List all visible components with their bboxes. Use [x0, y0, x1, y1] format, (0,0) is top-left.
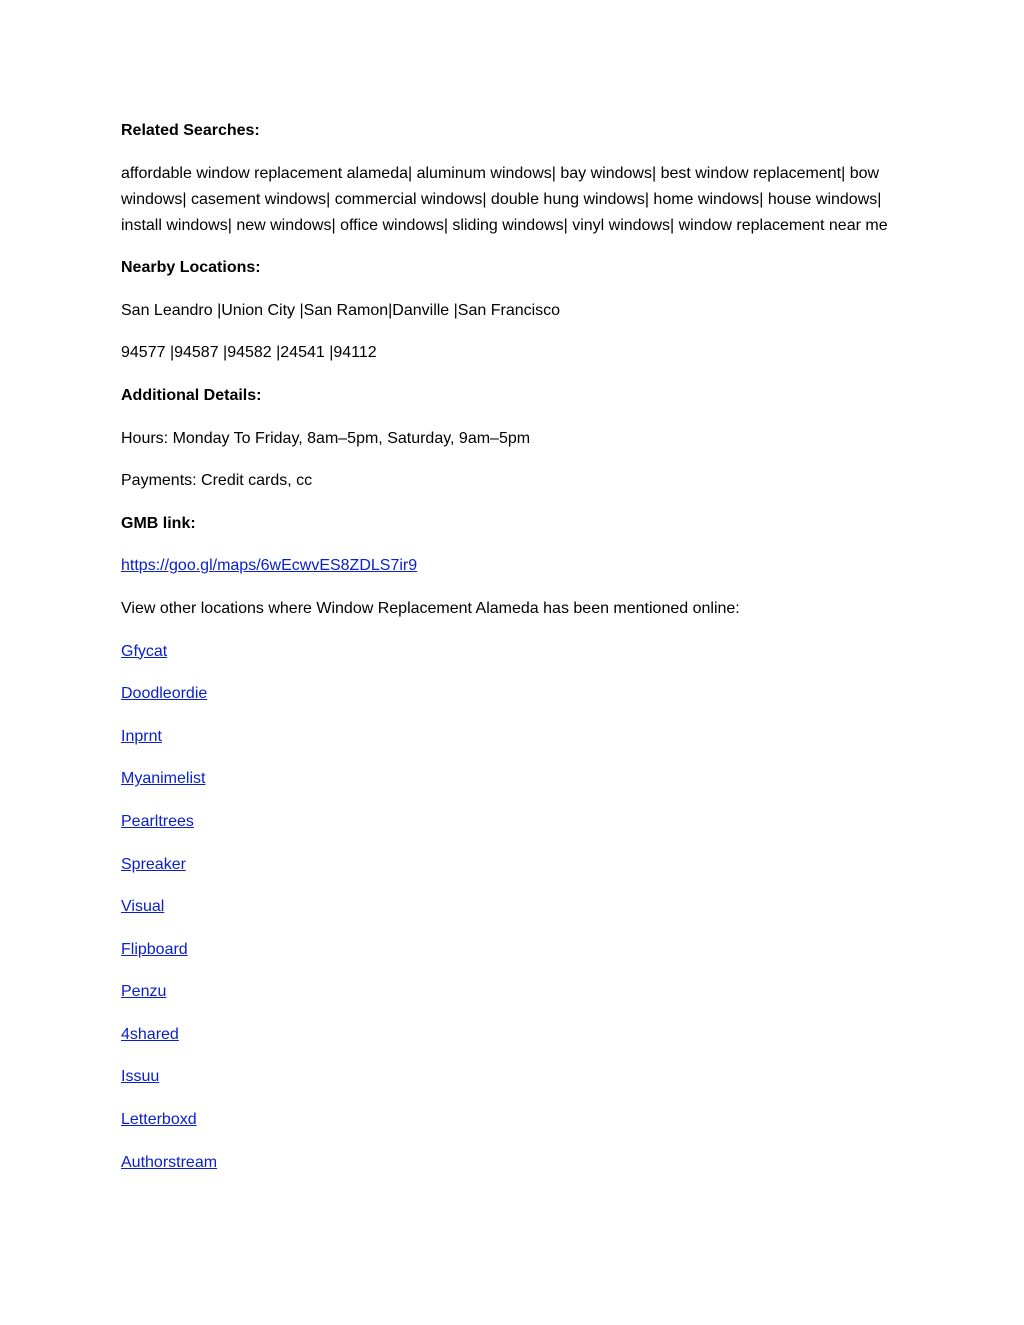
link-gfycat[interactable]: Gfycat	[121, 642, 168, 660]
link-doodleordie[interactable]: Doodleordie	[121, 685, 208, 703]
link-letterboxd[interactable]: Letterboxd	[121, 1111, 197, 1129]
list-item	[121, 766, 911, 792]
other-locations-list	[121, 639, 911, 1176]
related-searches-heading: Related Searches:	[121, 122, 260, 139]
link-inprnt[interactable]: Inprnt	[121, 727, 162, 745]
list-item	[121, 894, 911, 920]
related-searches-text: affordable window replacement alameda| aluminum windows| bay windows| best window replacement| bow windows| casement windows| commercial windows| double hung windows| home windows| house windows| install windows| new windows| office windows| sliding windows| vinyl windows| window replacement near me	[121, 164, 888, 234]
link-myanimelist[interactable]: Myanimelist	[121, 770, 206, 788]
hours-text: Hours: Monday To Friday, 8am–5pm, Saturday, 9am–5pm	[121, 429, 531, 447]
nearby-locations-heading: Nearby Locations:	[121, 259, 261, 277]
list-item	[121, 1022, 911, 1048]
other-locations-intro: View other locations where Window Replacement Alameda has been mentioned online:	[121, 599, 740, 617]
list-item	[121, 1064, 911, 1090]
list-item	[121, 681, 911, 707]
list-item	[121, 809, 911, 835]
link-penzu[interactable]: Penzu	[121, 983, 167, 1001]
link-issuu[interactable]: Issuu	[121, 1068, 160, 1086]
list-item	[121, 639, 911, 665]
link-flipboard[interactable]: Flipboard	[121, 940, 188, 958]
list-item	[121, 937, 911, 963]
document-page	[121, 118, 911, 1192]
gmb-heading: GMB link:	[121, 514, 196, 532]
gmb-link-row	[121, 553, 911, 579]
list-item	[121, 852, 911, 878]
link-4shared[interactable]: 4shared	[121, 1025, 179, 1043]
list-item	[121, 1150, 911, 1176]
list-item	[121, 979, 911, 1005]
nearby-zips: 94577 |94587 |94582 |24541 |94112	[121, 344, 377, 362]
link-visual[interactable]: Visual	[121, 898, 165, 916]
link-pearltrees[interactable]: Pearltrees	[121, 812, 194, 830]
list-item	[121, 724, 911, 750]
additional-details-heading: Additional Details:	[121, 386, 262, 404]
payments-text: Payments: Credit cards, cc	[121, 472, 313, 490]
gmb-link[interactable]: https://goo.gl/maps/6wEcwvES8ZDLS7ir9	[121, 557, 418, 575]
nearby-cities: San Leandro |Union City |San Ramon|Danville |San Francisco	[121, 301, 561, 319]
link-authorstream[interactable]: Authorstream	[121, 1153, 218, 1171]
link-spreaker[interactable]: Spreaker	[121, 855, 186, 873]
list-item	[121, 1107, 911, 1133]
